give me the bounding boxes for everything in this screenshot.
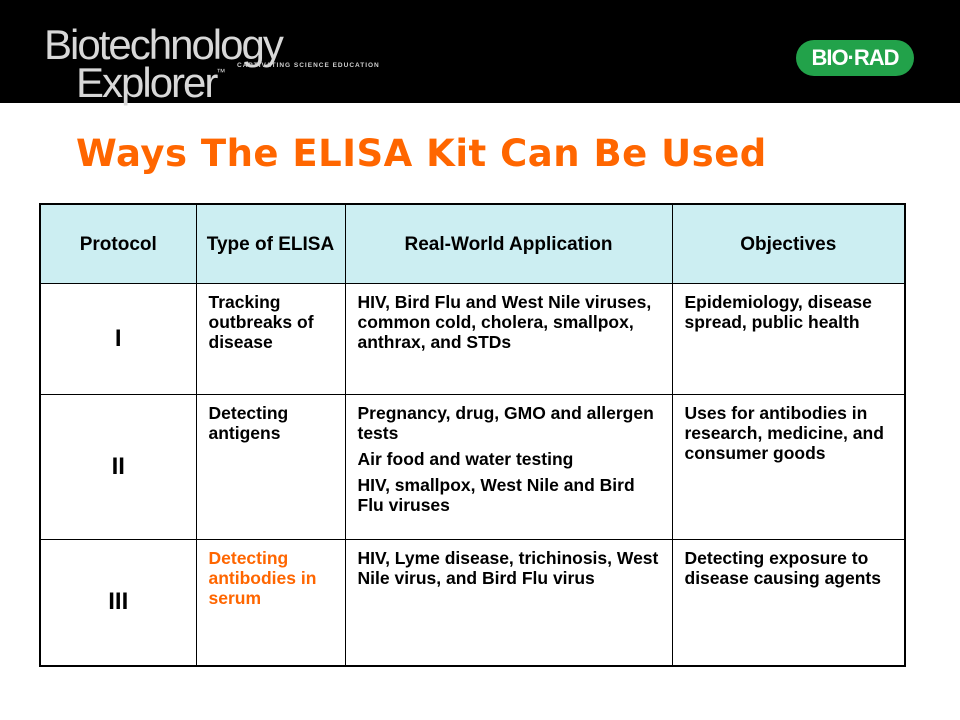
application-cell (345, 284, 672, 395)
application-text: Air food and water testing (357, 449, 574, 469)
protocol-cell: III (40, 540, 196, 666)
trademark-mark: ™ (216, 67, 226, 77)
biorad-logo (796, 40, 914, 76)
application-text: Pregnancy, drug, GMO and allergen tests (357, 403, 654, 443)
application-text: HIV, Lyme disease, trichinosis, West Nile virus, and Bird Flu virus (357, 548, 659, 588)
brand-tagline: CAPTIVATING SCIENCE EDUCATION (237, 62, 380, 69)
protocol-cell: I (40, 284, 196, 395)
application-cell (345, 395, 672, 540)
type-cell: Detecting antigens (196, 395, 345, 540)
table-row (40, 395, 905, 540)
header-bar (0, 0, 960, 106)
brand-line2 (76, 59, 226, 115)
table-row (40, 284, 905, 395)
table-header-row (40, 204, 905, 284)
biotechnology-explorer-logo (44, 21, 380, 106)
column-header-protocol: Protocol (40, 204, 196, 284)
column-header-type: Type of ELISA (196, 204, 345, 284)
column-header-objectives: Objectives (672, 204, 905, 284)
application-text: HIV, Bird Flu and West Nile viruses, common cold, cholera, smallpox, anthrax, and STDs (357, 292, 652, 352)
objectives-cell: Uses for antibodies in research, medicine, and consumer goods (672, 395, 905, 540)
objectives-cell: Detecting exposure to disease causing agents (672, 540, 905, 666)
application-cell (345, 540, 672, 666)
column-header-application: Real-World Application (345, 204, 672, 284)
application-text: HIV, smallpox, West Nile and Bird Flu viruses (357, 475, 635, 515)
table-row (40, 540, 905, 666)
type-cell: Detecting antibodies in serum (196, 540, 345, 666)
brand-line2-text: Explorer (76, 59, 217, 106)
objectives-cell: Epidemiology, disease spread, public health (672, 284, 905, 395)
type-cell: Tracking outbreaks of disease (196, 284, 345, 395)
protocol-cell: II (40, 395, 196, 540)
slide-title: Ways The ELISA Kit Can Be Used (76, 132, 767, 175)
biorad-logo-text: BIO·RAD (811, 45, 899, 70)
elisa-uses-table (39, 203, 906, 667)
brand-line1: Biotechnology (44, 21, 282, 68)
